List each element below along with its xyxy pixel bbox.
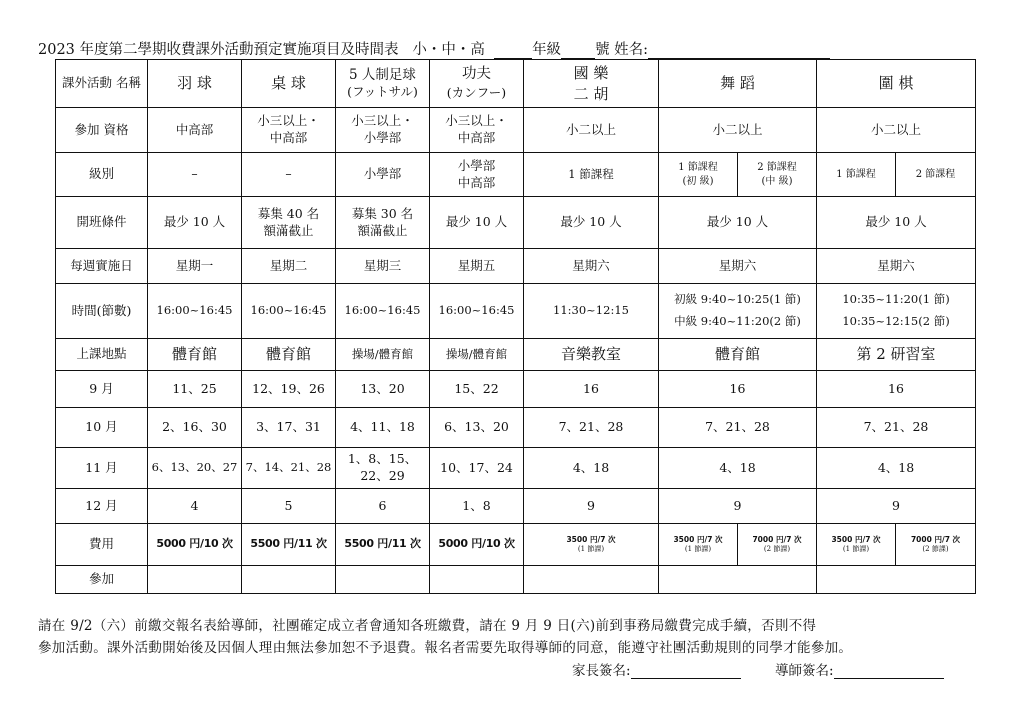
row-sep (56, 371, 976, 408)
level-go-1: 1 節課程 (817, 153, 896, 197)
condition-erhu: 最少 10 人 (524, 197, 659, 249)
level-go-2: 2 節課程 (896, 153, 976, 197)
dec-table-tennis: 5 (242, 489, 336, 524)
row-label-fee: 費用 (56, 524, 148, 566)
school-levels: 小・中・高 (412, 42, 485, 58)
join-badminton[interactable] (148, 566, 242, 594)
name-field[interactable] (648, 45, 830, 59)
time-go: 10:35~11:20(1 節) 10:35~12:15(2 節) (817, 284, 976, 339)
place-futsal: 操場/體育館 (336, 339, 430, 371)
level-dance-intermediate: 2 節課程 (中 級) (738, 153, 817, 197)
row-level (56, 153, 976, 197)
day-table-tennis: 星期二 (242, 249, 336, 284)
nov-table-tennis: 7、14、21、28 (242, 448, 336, 489)
fee-dance-beginner: 3500 円/7 次 (1 節課) (659, 524, 738, 566)
row-join (56, 566, 976, 594)
oct-dance: 7、21、28 (659, 408, 817, 448)
eligibility-futsal: 小三以上・ 小學部 (336, 108, 430, 153)
row-day (56, 249, 976, 284)
row-label-time: 時間(節數) (56, 284, 148, 339)
level-kungfu: 小學部 中高部 (430, 153, 524, 197)
sep-go: 16 (817, 371, 976, 408)
sep-futsal: 13、20 (336, 371, 430, 408)
row-time (56, 284, 976, 339)
teacher-signature-field[interactable] (834, 665, 944, 679)
row-label-condition: 開班條件 (56, 197, 148, 249)
row-label-sep: 9 月 (56, 371, 148, 408)
fee-dance-intermediate: 7000 円/7 次 (2 節課) (738, 524, 817, 566)
oct-table-tennis: 3、17、31 (242, 408, 336, 448)
row-label-dec: 12 月 (56, 489, 148, 524)
row-label-nov: 11 月 (56, 448, 148, 489)
level-badminton: – (148, 153, 242, 197)
condition-badminton: 最少 10 人 (148, 197, 242, 249)
row-oct (56, 408, 976, 448)
nov-badminton: 6、13、20、27 (148, 448, 242, 489)
place-dance: 體育館 (659, 339, 817, 371)
teacher-signature (775, 659, 944, 679)
time-erhu: 11:30~12:15 (524, 284, 659, 339)
place-erhu: 音樂教室 (524, 339, 659, 371)
day-futsal: 星期三 (336, 249, 430, 284)
condition-go: 最少 10 人 (817, 197, 976, 249)
nov-erhu: 4、18 (524, 448, 659, 489)
activity-table-tennis: 桌 球 (242, 60, 336, 108)
condition-futsal: 募集 30 名 額滿截止 (336, 197, 430, 249)
row-eligibility (56, 108, 976, 153)
row-nov (56, 448, 976, 489)
teacher-signature-label: 導師簽名: (775, 663, 834, 679)
eligibility-kungfu: 小三以上・ 中高部 (430, 108, 524, 153)
place-table-tennis: 體育館 (242, 339, 336, 371)
level-table-tennis: – (242, 153, 336, 197)
activity-badminton: 羽 球 (148, 60, 242, 108)
note-line-1: 請在 9/2（六）前繳交報名表給導師，社團確定成立者會通知各班繳費，請在 9 月 9 日(六)前到事務局繳費完成手續，否則不得 (38, 618, 817, 634)
day-dance: 星期六 (659, 249, 817, 284)
row-dec (56, 489, 976, 524)
place-badminton: 體育館 (148, 339, 242, 371)
parent-signature-label: 家長簽名: (572, 663, 631, 679)
activity-erhu: 國 樂 二 胡 (524, 60, 659, 108)
day-erhu: 星期六 (524, 249, 659, 284)
row-label-activity: 課外活動 名稱 (56, 60, 148, 108)
condition-kungfu: 最少 10 人 (430, 197, 524, 249)
parent-signature-field[interactable] (631, 665, 741, 679)
dec-kungfu: 1、8 (430, 489, 524, 524)
fee-table-tennis: 5500 円/11 次 (242, 524, 336, 566)
time-kungfu: 16:00~16:45 (430, 284, 524, 339)
dec-futsal: 6 (336, 489, 430, 524)
place-kungfu: 操場/體育館 (430, 339, 524, 371)
eligibility-erhu: 小二以上 (524, 108, 659, 153)
grade-label: 年級 (532, 42, 562, 58)
fee-badminton: 5000 円/10 次 (148, 524, 242, 566)
dec-go: 9 (817, 489, 976, 524)
note-line-2: 參加活動。課外活動開始後及因個人理由無法參加恕不予退費。報名者需要先取得導師的同意，能遵守社團活動規則的同學才能參加。 (38, 640, 853, 656)
title-text: 2023 年度第二學期收費課外活動預定實施項目及時間表 (38, 42, 399, 58)
form-title (38, 38, 830, 59)
row-place (56, 339, 976, 371)
dec-badminton: 4 (148, 489, 242, 524)
condition-dance: 最少 10 人 (659, 197, 817, 249)
time-futsal: 16:00~16:45 (336, 284, 430, 339)
join-dance[interactable] (659, 566, 817, 594)
number-field[interactable] (561, 45, 595, 59)
parent-signature (572, 659, 741, 679)
row-label-join: 參加 (56, 566, 148, 594)
eligibility-badminton: 中高部 (148, 108, 242, 153)
row-label-level: 級別 (56, 153, 148, 197)
sep-kungfu: 15、22 (430, 371, 524, 408)
join-go[interactable] (817, 566, 976, 594)
sep-dance: 16 (659, 371, 817, 408)
fee-futsal: 5500 円/11 次 (336, 524, 430, 566)
row-label-day: 每週實施日 (56, 249, 148, 284)
oct-go: 7、21、28 (817, 408, 976, 448)
sep-table-tennis: 12、19、26 (242, 371, 336, 408)
nov-dance: 4、18 (659, 448, 817, 489)
eligibility-dance: 小二以上 (659, 108, 817, 153)
day-badminton: 星期一 (148, 249, 242, 284)
fee-kungfu: 5000 円/10 次 (430, 524, 524, 566)
row-fee (56, 524, 976, 566)
sep-badminton: 11、25 (148, 371, 242, 408)
name-label: 姓名: (614, 42, 649, 58)
fee-go-1: 3500 円/7 次 (1 節課) (817, 524, 896, 566)
day-kungfu: 星期五 (430, 249, 524, 284)
nov-kungfu: 10、17、24 (430, 448, 524, 489)
fee-go-2: 7000 円/7 次 (2 節課) (896, 524, 976, 566)
number-label: 號 (595, 42, 610, 58)
nov-go: 4、18 (817, 448, 976, 489)
grade-field[interactable] (494, 45, 532, 59)
row-label-place: 上課地點 (56, 339, 148, 371)
nov-futsal: 1、8、15、 22、29 (336, 448, 430, 489)
activity-futsal: 5 人制足球 (フットサル) (336, 60, 430, 108)
activity-schedule-table (55, 59, 976, 594)
dec-dance: 9 (659, 489, 817, 524)
row-label-oct: 10 月 (56, 408, 148, 448)
level-dance-beginner: 1 節課程 (初 級) (659, 153, 738, 197)
eligibility-table-tennis: 小三以上・ 中高部 (242, 108, 336, 153)
activity-kungfu: 功夫 (カンフー) (430, 60, 524, 108)
fee-erhu: 3500 円/7 次 (1 節課) (524, 524, 659, 566)
row-label-eligibility: 參加 資格 (56, 108, 148, 153)
time-dance: 初級 9:40~10:25(1 節) 中級 9:40~11:20(2 節) (659, 284, 817, 339)
row-activity (56, 60, 976, 108)
eligibility-go: 小二以上 (817, 108, 976, 153)
join-kungfu[interactable] (430, 566, 524, 594)
day-go: 星期六 (817, 249, 976, 284)
condition-table-tennis: 募集 40 名 額滿截止 (242, 197, 336, 249)
place-go: 第 2 研習室 (817, 339, 976, 371)
row-condition (56, 197, 976, 249)
sep-erhu: 16 (524, 371, 659, 408)
level-futsal: 小學部 (336, 153, 430, 197)
oct-futsal: 4、11、18 (336, 408, 430, 448)
dec-erhu: 9 (524, 489, 659, 524)
oct-erhu: 7、21、28 (524, 408, 659, 448)
level-erhu: 1 節課程 (524, 153, 659, 197)
join-erhu[interactable] (524, 566, 659, 594)
join-table-tennis[interactable] (242, 566, 336, 594)
activity-go: 圍 棋 (817, 60, 976, 108)
oct-badminton: 2、16、30 (148, 408, 242, 448)
join-futsal[interactable] (336, 566, 430, 594)
time-table-tennis: 16:00~16:45 (242, 284, 336, 339)
time-badminton: 16:00~16:45 (148, 284, 242, 339)
activity-dance: 舞 蹈 (659, 60, 817, 108)
oct-kungfu: 6、13、20 (430, 408, 524, 448)
